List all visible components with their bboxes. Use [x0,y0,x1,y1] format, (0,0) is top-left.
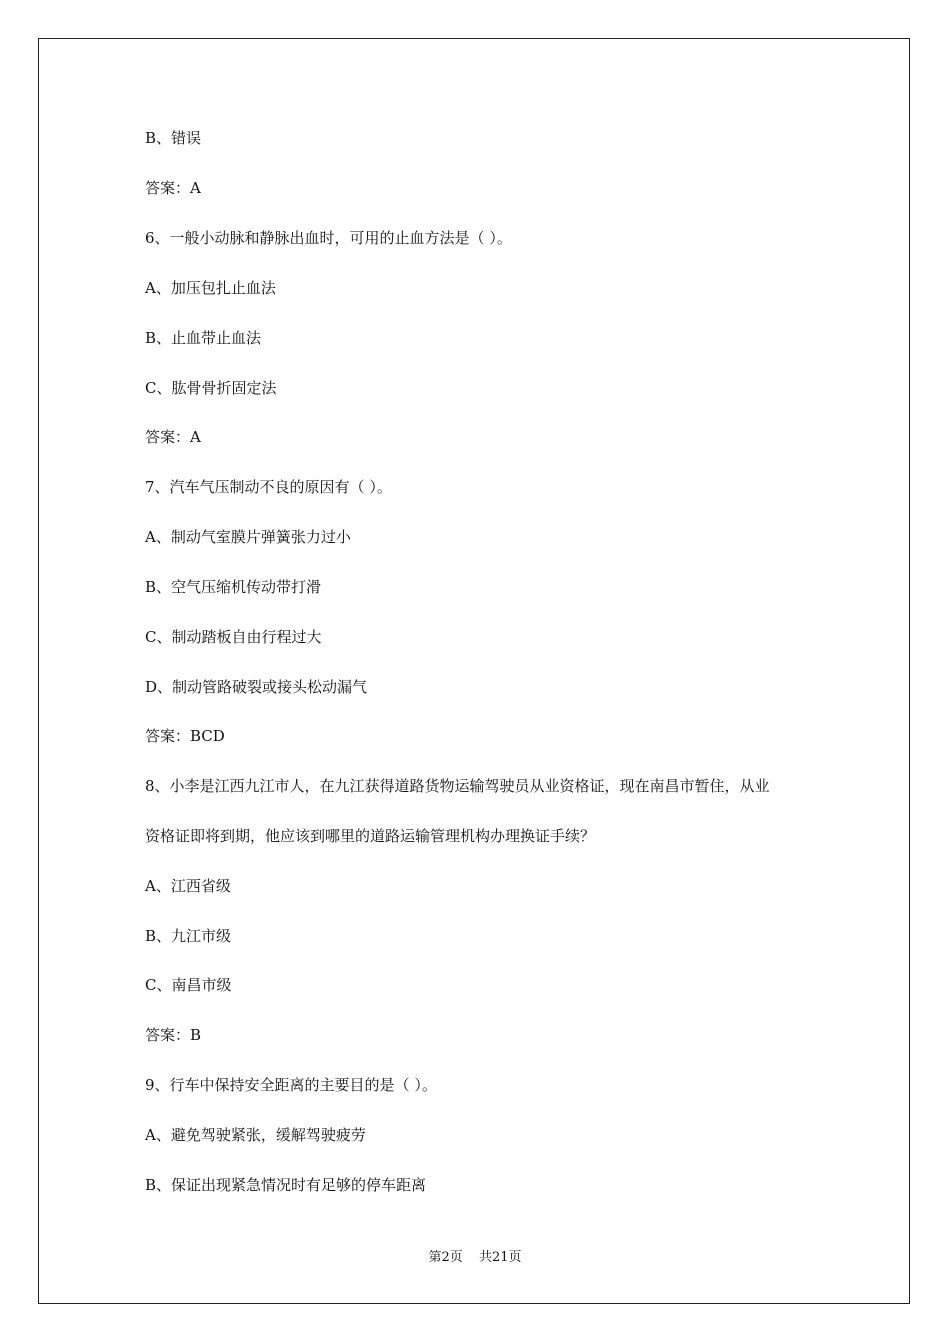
answer-7: 答案：BCD [145,727,225,745]
question-8-line2: 资格证即将到期，他应该到哪里的道路运输管理机构办理换证手续？ [145,827,596,845]
answer-6: 答案：A [145,428,201,446]
question-7: 7、汽车气压制动不良的原因有（ ）。 [145,478,392,496]
option-7a: A、制动气室膜片弹簧张力过小 [145,528,351,546]
option-7d: D、制动管路破裂或接头松动漏气 [145,678,368,696]
question-9: 9、行车中保持安全距离的主要目的是（ ）。 [145,1076,437,1094]
question-6: 6、一般小动脉和静脉出血时，可用的止血方法是（ ）。 [145,229,512,247]
option-6a: A、加压包扎止血法 [145,279,276,297]
answer-8: 答案：B [145,1026,202,1044]
option-6b: B、止血带止血法 [145,329,262,347]
option-6c: C、肱骨骨折固定法 [145,379,277,397]
option-8b: B、九江市级 [145,927,232,945]
option-7b: B、空气压缩机传动带打滑 [145,578,322,596]
page-footer [0,1249,950,1267]
option-5b: B、错误 [145,129,202,147]
option-9a: A、避免驾驶紧张，缓解驾驶疲劳 [145,1126,366,1144]
option-7c: C、制动踏板自由行程过大 [145,628,322,646]
option-9b: B、保证出现紧急情况时有足够的停车距离 [145,1176,427,1194]
question-8-line1: 8、小李是江西九江市人，在九江获得道路货物运输驾驶员从业资格证，现在南昌市暂住，从业 [145,777,770,795]
answer-5: 答案：A [145,179,201,197]
option-8c: C、南昌市级 [145,976,232,994]
option-8a: A、江西省级 [145,877,231,895]
page-number: 第2页 [428,1250,463,1265]
page-total: 共21页 [478,1250,522,1265]
